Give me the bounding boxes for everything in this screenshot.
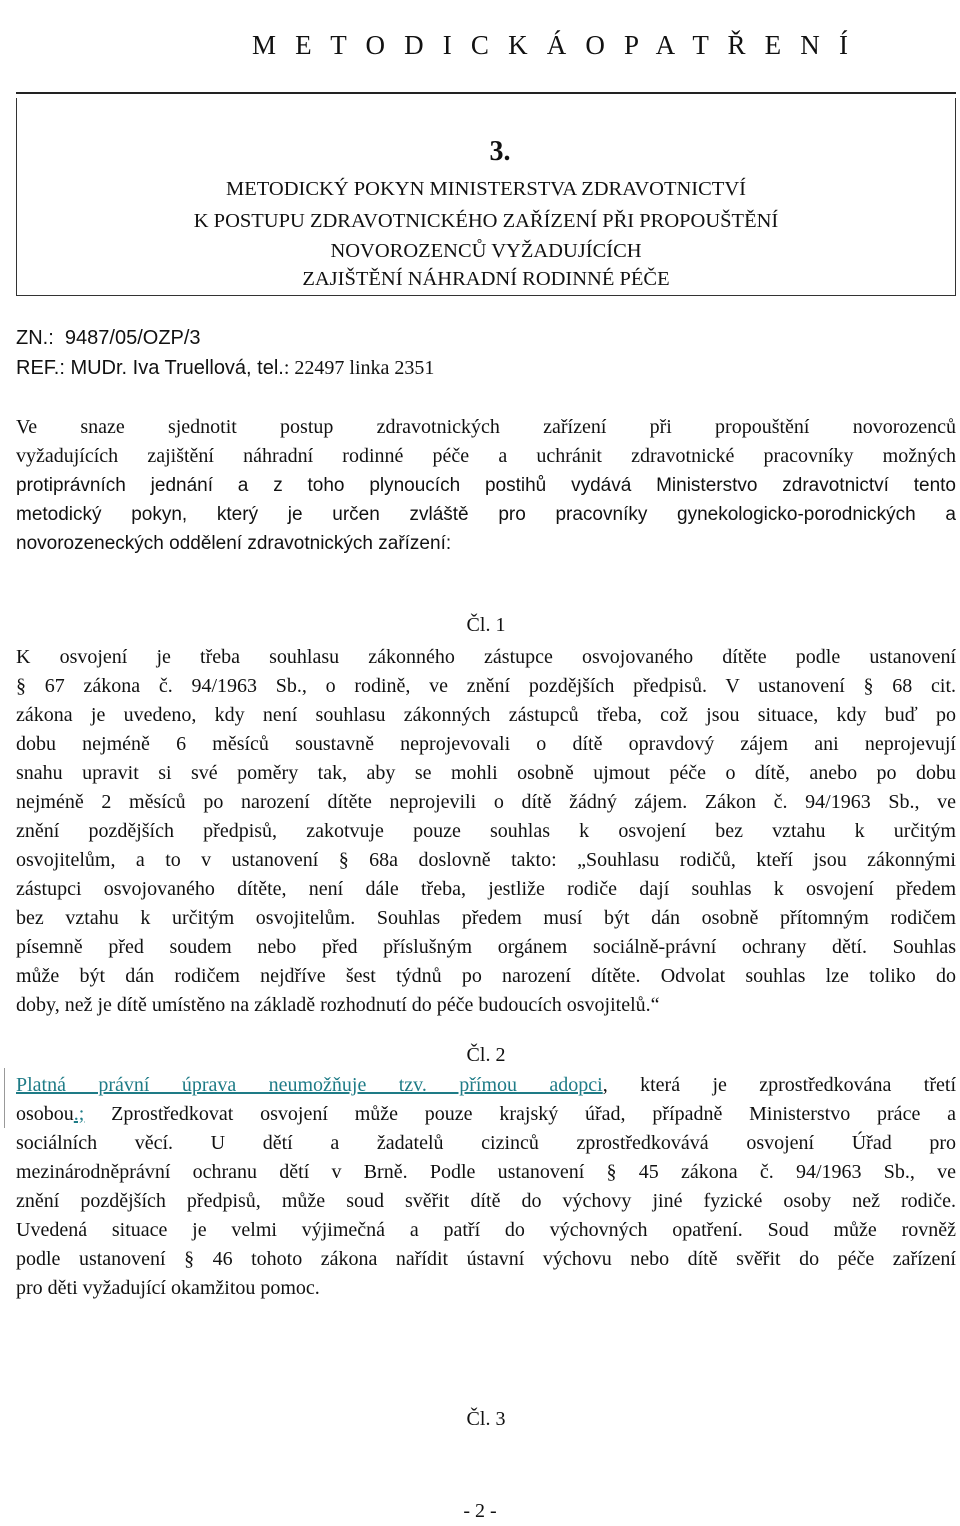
article-2-label: Čl. 2 — [466, 1044, 506, 1066]
article-2-line: Uvedená situace je velmi výjimečná a patří do výchovných opatření. Soud může rovněž — [16, 1219, 956, 1241]
title-line-3: NOVOROZENCŮ VYŽADUJÍCÍCH — [330, 240, 642, 262]
section-number: 3. — [489, 136, 511, 167]
article-2-line-text: Zprostředkovat osvojení může pouze krajský úřad, případně Ministerstvo práce a — [84, 1103, 956, 1125]
article-2-line: sociálních věcí. U dětí a žadatelů cizinců zprostředkovává osvojení Úřad pro — [16, 1132, 956, 1154]
article-1-line: snahu upravit si své poměry tak, aby se mohli osobně ujmout péče o dítě, anebo po dobu — [16, 762, 956, 784]
article-2-text — [16, 1071, 956, 1303]
article-1-line: K osvojení je třeba souhlasu zákonného zástupce osvojovaného dítěte podle ustanovení — [16, 646, 956, 668]
intro-line: protiprávních jednání a z toho plynoucích postihů vydává Ministerstvo zdravotnictví tento — [16, 475, 956, 496]
article-2-line-text: osobou — [16, 1103, 74, 1125]
article-1-line: § 67 zákona č. 94/1963 Sb., o rodině, ve znění pozdějších předpisů. V ustanovení § 68 cit. — [16, 675, 956, 697]
zn-label: ZN.: — [16, 327, 54, 349]
article-1-line: písemně před soudem nebo před příslušným orgánem sociálně-právní ochrany dětí. Souhlas — [16, 936, 956, 958]
document-header-title: M E T O D I C K Á O P A T Ř E N Í — [252, 30, 855, 60]
zn-value: 9487/05/OZP/3 — [64, 327, 201, 349]
article-1-text — [16, 643, 956, 1020]
title-line-4: ZAJIŠTĚNÍ NÁHRADNÍ RODINNÉ PÉČE — [302, 268, 670, 290]
article-2-line-text: , která je zprostředkována třetí — [602, 1074, 956, 1096]
article-2-line: pro děti vyžadující okamžitou pomoc. — [16, 1277, 320, 1299]
revision-margin-bar — [4, 1068, 5, 1128]
inserted-text-link[interactable]: Platná právní úprava neumožňuje tzv. přímou adopci — [16, 1074, 603, 1096]
ref-phone: : 22497 linka 2351 — [283, 357, 435, 379]
article-1-line: zákona je uvedeno, kdy není souhlasu zákonných zástupců třeba, což jsou situace, kdy buď po — [16, 704, 956, 726]
article-2-line: mezinárodněprávní ochranu dětí v Brně. Podle ustanovení § 45 zákona č. 94/1963 Sb., ve — [16, 1161, 956, 1183]
article-1-line: může být dán rodičem nejdříve šest týdnů po narození dítěte. Odvolat souhlas lze toliko do — [16, 965, 956, 987]
article-1-line: bez vztahu k určitým osvojitelům. Souhlas předem musí být dán osobně přítomným rodičem — [16, 907, 956, 929]
intro-line: vyžadujících zajištění náhradní rodinné péče a uchránit zdravotnické pracovníky možných — [16, 445, 956, 467]
article-1-line: osvojitelům, a to v ustanovení § 68a doslovně takto: „Souhlasu rodičů, kteří jsou zákonnými — [16, 849, 956, 871]
article-2-line — [16, 1100, 956, 1129]
article-1-line: nejméně 2 měsíců po narození dítěte neprojevili o dítě žádný zájem. Zákon č. 94/1963 Sb., ve — [16, 791, 956, 813]
ref-label: REF.: MUDr. Iva Truellová, tel. — [16, 357, 284, 379]
article-2-line — [16, 1071, 956, 1100]
article-1-line: znění pozdějších předpisů, zakotvuje pouze souhlas k osvojení bez vztahu k určitým — [16, 820, 956, 842]
intro-line: Ve snaze sjednotit postup zdravotnických zařízení při propouštění novorozenců — [16, 416, 956, 438]
intro-line: novorozeneckých oddělení zdravotnických zařízení: — [16, 533, 452, 554]
title-line-1: METODICKÝ POKYN MINISTERSTVA ZDRAVOTNICTVÍ — [226, 178, 746, 200]
page-number: - 2 - — [463, 1500, 497, 1522]
article-3-label: Čl. 3 — [466, 1408, 506, 1430]
article-1-label: Čl. 1 — [466, 614, 506, 636]
article-1-line: zástupci osvojovaného dítěte, není dále třeba, jestliže rodiče dají souhlas k osvojení předem — [16, 878, 956, 900]
revision-mark[interactable]: .; — [73, 1103, 85, 1125]
reference-number — [16, 327, 201, 350]
referent-contact — [16, 357, 434, 380]
article-2-line: znění pozdějších předpisů, může soud svěřit dítě do výchovy jiné fyzické osoby než rodiče. — [16, 1190, 956, 1212]
title-box — [16, 98, 956, 296]
title-line-2: K POSTUPU ZDRAVOTNICKÉHO ZAŘÍZENÍ PŘI PROPOUŠTĚNÍ — [193, 210, 779, 232]
article-1-line: dobu nejméně 6 měsíců soustavně neprojevovali o dítě opravdový zájem ani neprojevují — [16, 733, 956, 755]
header-divider — [16, 92, 956, 94]
article-2-line: podle ustanovení § 46 tohoto zákona nařídit ústavní výchovu nebo dítě svěřit do péče zařízení — [16, 1248, 956, 1270]
article-1-line: doby, než je dítě umístěno na základě rozhodnutí do péče budoucích osvojitelů.“ — [16, 994, 660, 1016]
intro-line: metodický pokyn, který je určen zvláště pro pracovníky gynekologicko-porodnických a — [16, 504, 956, 525]
intro-paragraph — [16, 413, 956, 558]
